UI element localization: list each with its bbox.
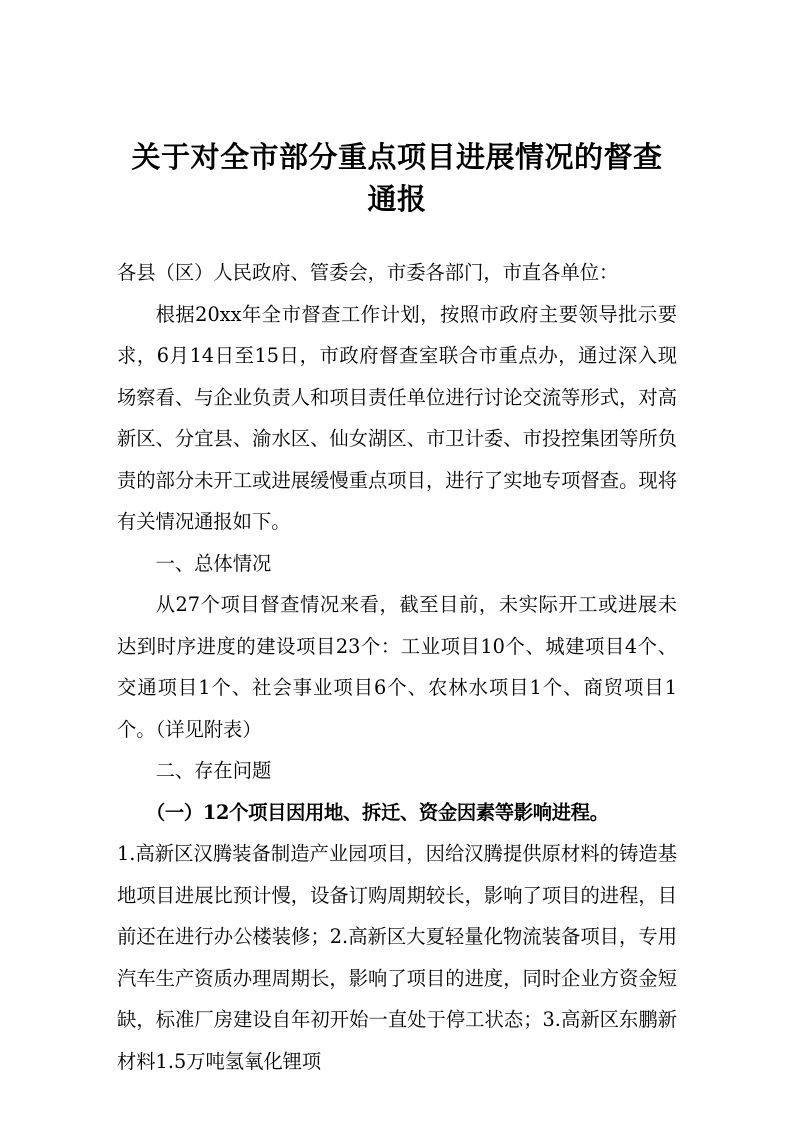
problems-paragraph: 1.高新区汉腾装备制造产业园项目，因给汉腾提供原材料的铸造基地项目进展比预计慢，设备订购周期较长，影响了项目的进程，目前还在进行办公楼装修；2.高新区大夏轻量化物流装备项目，专用汽车生产资质办理周期长，影响了项目的进度，同时企业方资金短缺，标准厂房建设自年初开始一直处于停工状态；3.高新区东鹏新材料1.5万吨氢氧化锂项 <box>117 842 677 1073</box>
section-heading-overview: 一、总体情况 <box>155 551 272 575</box>
overview-paragraph: 从27个项目督查情况来看，截至目前，未实际开工或进展未达到时序进度的建设项目23个：工业项目10个、城建项目4个、交通项目1个、社会事业项目6个、农林水项目1个、商贸项目1个。（详见附表） <box>117 593 677 741</box>
addressee: 各县（区）人民政府、管委会，市委各部门，市直各单位： <box>117 261 619 284</box>
document-title: 关于对全市部分重点项目进展情况的督查通报 <box>131 140 663 216</box>
document-body <box>117 252 677 1082</box>
subheading-problem-1: （一）12个项目因用地、拆迁、资金因素等影响进程。 <box>145 800 609 824</box>
section-heading-problems: 二、存在问题 <box>155 759 272 782</box>
intro-paragraph: 根据20xx年全市督查工作计划，按照市政府主要领导批示要求，6月14日至15日，市政府督查室联合市重点办，通过深入现场察看、与企业负责人和项目责任单位进行讨论交流等形式，对高新区、分宜县、渝水区、仙女湖区、市卫计委、市投控集团等所负责的部分未开工或进展缓慢重点项目，进行了实地专项督查。现将有关情况通报如下。 <box>117 302 677 533</box>
